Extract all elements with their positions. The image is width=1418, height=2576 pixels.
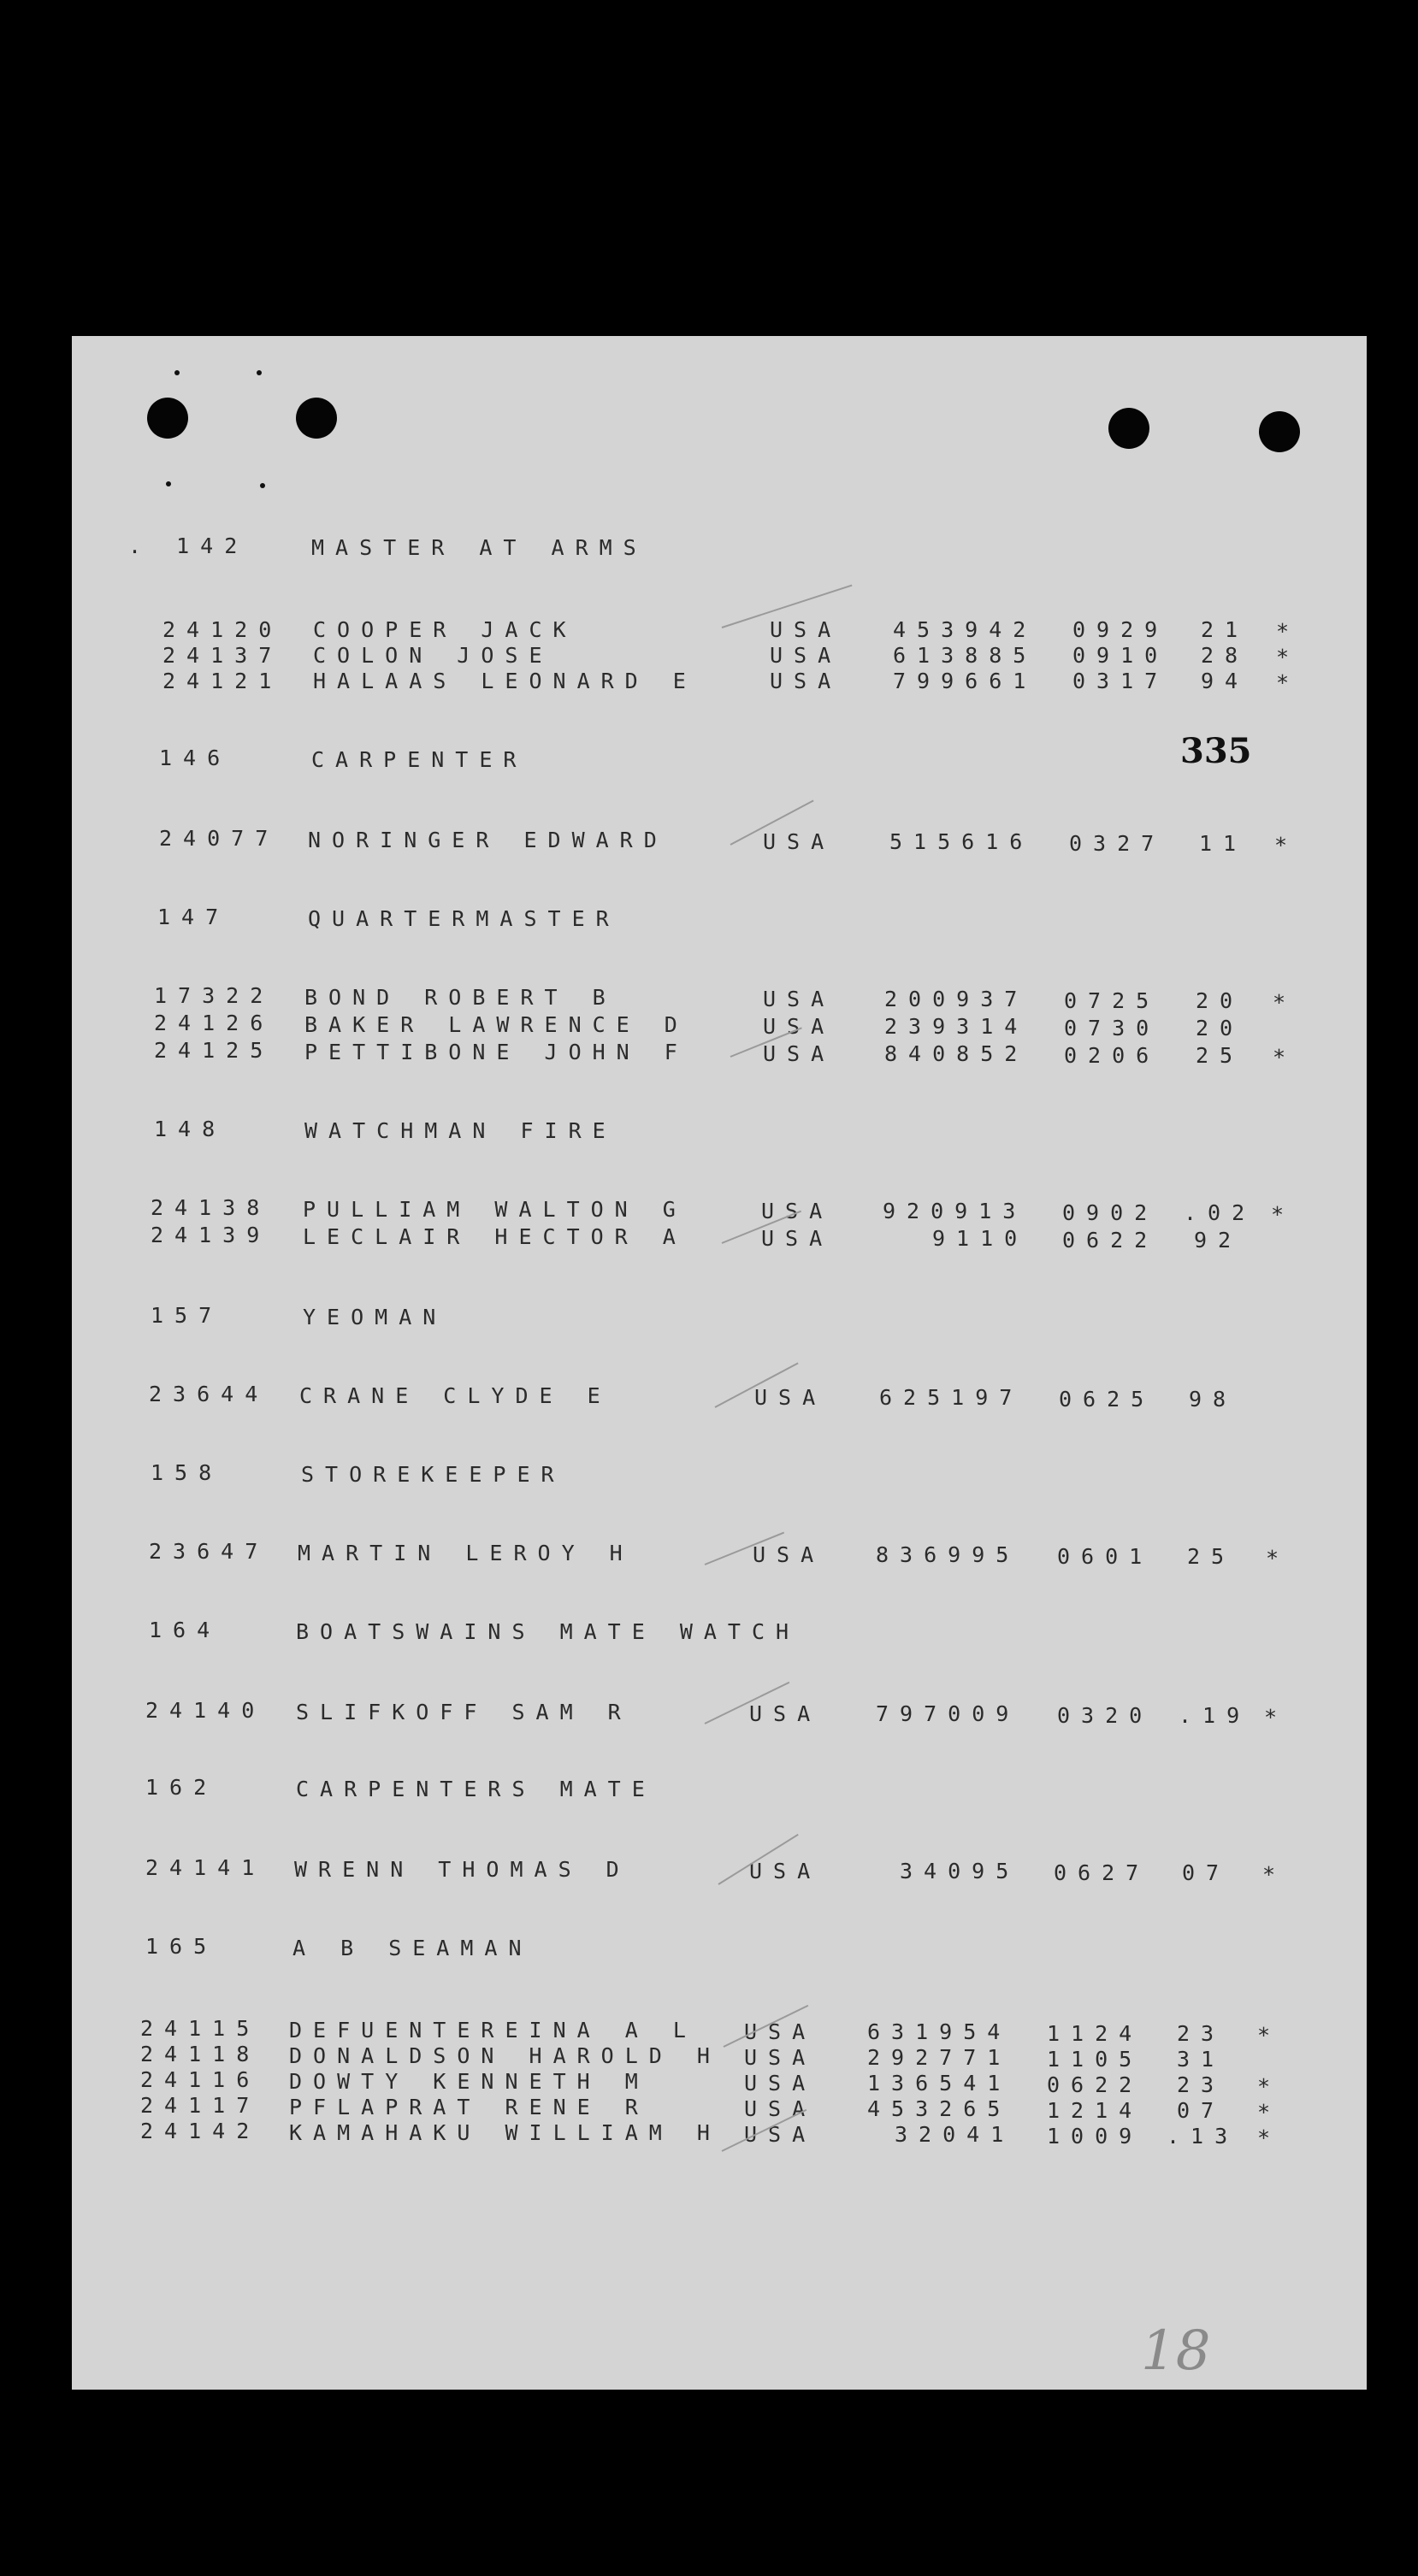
section-title: QUARTERMASTER <box>308 906 620 931</box>
row-name: PETTIBONE JOHN F <box>304 1040 688 1064</box>
ink-speck <box>166 481 171 486</box>
row-id: 24077 <box>159 826 280 851</box>
row-country: USA <box>744 2096 817 2121</box>
row-date: 0910 <box>1072 643 1169 668</box>
row-name: COLON JOSE <box>313 643 553 668</box>
row-date: 0625 <box>1059 1387 1155 1412</box>
section-code: 165 <box>145 1934 218 1959</box>
row-country: USA <box>744 2019 817 2044</box>
row-mark: * <box>1271 1202 1285 1227</box>
row-mark: * <box>1262 1862 1276 1887</box>
row-serial: 797009 <box>876 1701 1020 1726</box>
row-number: 20 <box>1196 988 1244 1013</box>
row-id: 24115 <box>140 2016 261 2041</box>
row-name: HALAAS LEONARD E <box>313 669 697 693</box>
row-date: 0929 <box>1072 617 1169 642</box>
row-date: 0317 <box>1072 669 1169 693</box>
row-id: 24142 <box>140 2119 261 2143</box>
punch-hole <box>296 398 337 439</box>
section-code: 148 <box>154 1117 227 1141</box>
row-serial: 453265 <box>867 2096 1012 2121</box>
row-serial: 239314 <box>884 1014 1029 1039</box>
handwritten-number: 18 <box>1141 2320 1211 2383</box>
row-name: DEFUENTEREINA A L <box>289 2018 697 2043</box>
row-country: USA <box>749 1859 822 1883</box>
section-title: MASTER AT ARMS <box>311 535 647 560</box>
row-id: 24139 <box>151 1223 271 1247</box>
row-date: 0622 <box>1047 2072 1143 2097</box>
row-date: 0730 <box>1064 1016 1161 1040</box>
section-code: 146 <box>159 746 232 770</box>
row-mark: * <box>1266 1546 1279 1571</box>
row-mark: * <box>1276 645 1290 669</box>
row-serial: 799661 <box>893 669 1037 693</box>
section-title: CARPENTER <box>311 747 528 772</box>
row-id: 24141 <box>145 1855 266 1880</box>
row-number: 25 <box>1187 1544 1236 1569</box>
row-serial: 136541 <box>867 2071 1012 2096</box>
row-number: 92 <box>1194 1228 1243 1253</box>
row-date: 0725 <box>1064 988 1161 1013</box>
row-mark: * <box>1273 990 1286 1015</box>
row-serial: 34095 <box>900 1859 1020 1883</box>
row-id: 24137 <box>162 643 283 668</box>
row-date: 0327 <box>1069 831 1166 856</box>
row-name: DOWTY KENNETH M <box>289 2069 649 2094</box>
row-number: 21 <box>1201 617 1250 642</box>
row-number: .02 <box>1184 1200 1256 1225</box>
row-country: USA <box>754 1385 827 1410</box>
row-country: USA <box>753 1542 825 1567</box>
row-country: USA <box>763 1041 836 1066</box>
ink-speck <box>257 370 262 375</box>
row-id: 17322 <box>154 983 275 1008</box>
row-name: BOND ROBERT B <box>304 985 617 1010</box>
row-name: KAMAHAKU WILLIAM H <box>289 2120 721 2145</box>
row-country: USA <box>744 2045 817 2070</box>
row-mark: * <box>1274 833 1288 858</box>
row-name: BAKER LAWRENCE D <box>304 1012 688 1037</box>
row-number: .19 <box>1179 1703 1251 1728</box>
row-country: USA <box>770 617 842 642</box>
document-page <box>72 336 1367 2390</box>
punch-hole <box>147 398 188 439</box>
row-date: 1214 <box>1047 2098 1143 2123</box>
row-number: .13 <box>1167 2124 1239 2149</box>
ink-speck <box>174 370 180 375</box>
row-serial: 32041 <box>895 2122 1015 2147</box>
row-serial: 920913 <box>883 1199 1027 1223</box>
row-date: 0601 <box>1057 1544 1154 1569</box>
row-mark: * <box>1257 2125 1271 2150</box>
row-name: LECLAIR HECTOR A <box>303 1224 687 1249</box>
section-title: STOREKEEPER <box>301 1462 565 1487</box>
row-serial: 453942 <box>893 617 1037 642</box>
row-name: CRANE CLYDE E <box>299 1383 612 1408</box>
row-mark: * <box>1257 2100 1271 2125</box>
row-number: 98 <box>1189 1387 1238 1412</box>
row-number: 11 <box>1199 831 1248 856</box>
row-name: COOPER JACK <box>313 617 577 642</box>
row-date: 0622 <box>1062 1228 1159 1253</box>
section-title: WATCHMAN FIRE <box>304 1118 617 1143</box>
row-number: 23 <box>1177 2021 1226 2046</box>
row-id: 23644 <box>149 1382 269 1406</box>
row-date: 0320 <box>1057 1703 1154 1728</box>
row-serial: 625197 <box>879 1385 1024 1410</box>
row-id: 24140 <box>145 1698 266 1723</box>
punch-hole <box>1259 411 1300 452</box>
section-title: A B SEAMAN <box>292 1936 533 1960</box>
row-country: USA <box>749 1701 822 1726</box>
row-id: 24125 <box>154 1038 275 1063</box>
row-id: 24117 <box>140 2093 261 2118</box>
section-code: . 142 <box>128 533 249 558</box>
row-id: 24118 <box>140 2042 261 2066</box>
row-name: DONALDSON HAROLD H <box>289 2043 721 2068</box>
row-serial: 515616 <box>889 829 1034 854</box>
row-id: 24120 <box>162 617 283 642</box>
row-name: SLIFKOFF SAM R <box>296 1700 632 1724</box>
section-code: 157 <box>151 1303 223 1328</box>
row-date: 1105 <box>1047 2047 1143 2072</box>
row-serial: 836995 <box>876 1542 1020 1567</box>
row-number: 07 <box>1177 2098 1226 2123</box>
row-country: USA <box>770 669 842 693</box>
row-date: 1009 <box>1047 2124 1143 2149</box>
row-country: USA <box>761 1226 834 1251</box>
row-mark: * <box>1273 1045 1286 1070</box>
row-date: 0206 <box>1064 1043 1161 1068</box>
row-number: 20 <box>1196 1016 1244 1040</box>
section-title: BOATSWAINS MATE WATCH <box>296 1619 801 1644</box>
row-mark: * <box>1276 670 1290 695</box>
row-date: 0627 <box>1054 1860 1150 1885</box>
section-code: 158 <box>151 1460 223 1485</box>
row-number: 28 <box>1201 643 1250 668</box>
row-serial: 200937 <box>884 987 1029 1011</box>
row-serial: 292771 <box>867 2045 1012 2070</box>
row-mark: * <box>1264 1705 1278 1730</box>
row-number: 94 <box>1201 669 1250 693</box>
row-name: WRENN THOMAS D <box>294 1857 630 1882</box>
row-name: NORINGER EDWARD <box>308 828 668 852</box>
section-code: 147 <box>157 905 230 929</box>
row-number: 07 <box>1182 1860 1231 1885</box>
row-country: USA <box>763 829 836 854</box>
row-country: USA <box>770 643 842 668</box>
row-number: 25 <box>1196 1043 1244 1068</box>
row-country: USA <box>763 987 836 1011</box>
row-country: USA <box>763 1014 836 1039</box>
row-name: PULLIAM WALTON G <box>303 1197 687 1222</box>
row-number: 31 <box>1177 2047 1226 2072</box>
row-id: 24121 <box>162 669 283 693</box>
section-code: 164 <box>149 1618 222 1642</box>
section-code: 162 <box>145 1775 218 1800</box>
row-date: 1124 <box>1047 2021 1143 2046</box>
row-country: USA <box>744 2071 817 2096</box>
row-id: 24138 <box>151 1195 271 1220</box>
row-serial: 9110 <box>932 1226 1029 1251</box>
row-number: 23 <box>1177 2072 1226 2097</box>
punch-hole <box>1108 408 1149 449</box>
row-name: PFLAPRAT RENE R <box>289 2095 649 2119</box>
row-mark: * <box>1276 619 1290 644</box>
row-mark: * <box>1257 2023 1271 2048</box>
row-date: 0902 <box>1062 1200 1159 1225</box>
row-serial: 613885 <box>893 643 1037 668</box>
row-country: USA <box>744 2122 817 2147</box>
row-id: 24116 <box>140 2067 261 2092</box>
row-id: 24126 <box>154 1011 275 1035</box>
row-id: 23647 <box>149 1539 269 1564</box>
row-mark: * <box>1257 2074 1271 2099</box>
stamped-page-number: 335 <box>1180 731 1252 771</box>
row-serial: 840852 <box>884 1041 1029 1066</box>
row-name: MARTIN LEROY H <box>298 1541 634 1565</box>
row-serial: 631954 <box>867 2019 1012 2044</box>
row-country: USA <box>761 1199 834 1223</box>
ink-speck <box>260 483 265 488</box>
section-title: CARPENTERS MATE <box>296 1777 656 1801</box>
section-title: YEOMAN <box>303 1305 447 1329</box>
